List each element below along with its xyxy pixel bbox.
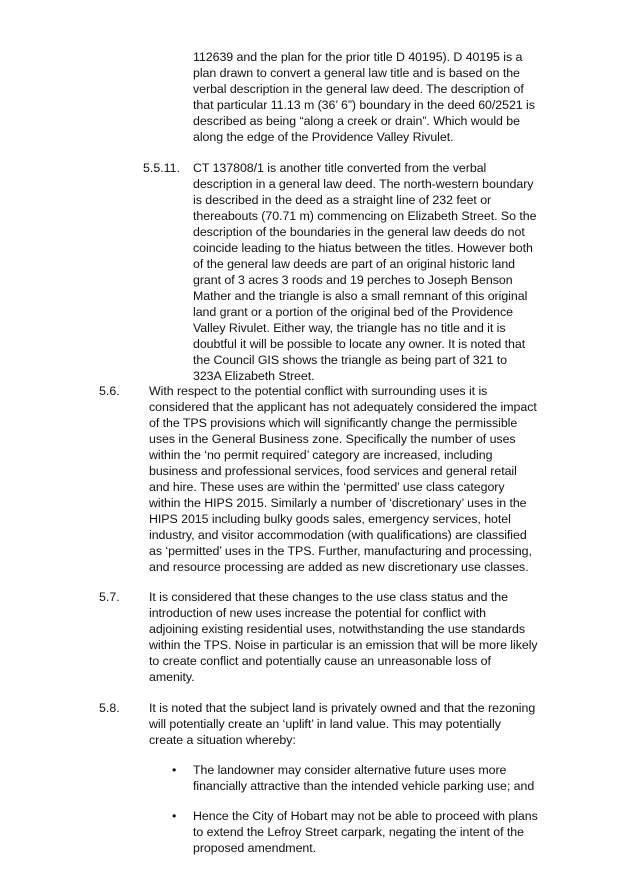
- text-line: to create conflict and potentially cause an unreasonable loss of: [149, 654, 491, 668]
- text-line: create a situation whereby:: [149, 733, 296, 747]
- text-line: business and professional services, food services and general retail: [149, 464, 517, 478]
- text-line: description of the boundaries in the general law deeds do not: [193, 225, 525, 239]
- text-line: financially attractive than the intended vehicle parking use; and: [193, 779, 535, 793]
- text-line: 112639 and the plan for the prior title D 40195). D 40195 is a: [193, 50, 523, 64]
- text-line: introduction of new uses increase the potential for conflict with: [149, 606, 486, 620]
- text-line: along the edge of the Providence Valley Rivulet.: [193, 130, 454, 144]
- paragraph-number: 5.8.: [99, 701, 120, 715]
- text-line: as ‘permitted’ uses in the TPS. Further, manufacturing and processing,: [149, 544, 532, 558]
- text-line: 323A Elizabeth Street.: [193, 369, 315, 383]
- text-line: the Council GIS shows the triangle as being part of 321 to: [193, 353, 507, 367]
- text-line: uses in the General Business zone. Specifically the number of uses: [149, 432, 516, 446]
- text-line: With respect to the potential conflict with surrounding uses it is: [149, 384, 488, 398]
- text-line: will potentially create an ‘uplift’ in land value. This may potentially: [149, 717, 501, 731]
- text-line: land grant or a portion of the original bed of the Providence: [193, 305, 514, 319]
- text-line: Hence the City of Hobart may not be able to proceed with plans: [193, 809, 538, 823]
- paragraph-number: 5.6.: [99, 384, 120, 398]
- text-line: amenity.: [149, 670, 195, 684]
- bullet-icon: •: [172, 809, 177, 823]
- text-line: described as being “along a creek or drain”. Which would be: [193, 114, 520, 128]
- text-line: within the HIPS 2015. Similarly a number of ‘discretionary’ uses in the: [149, 496, 527, 510]
- text-line: Mather and the triangle is also a small remnant of this original: [193, 289, 528, 303]
- text-line: proposed amendment.: [193, 841, 317, 855]
- text-line: HIPS 2015 including bulky goods sales, emergency services, hotel: [149, 512, 511, 526]
- text-line: within the TPS. Noise in particular is an emission that will be more likely: [149, 638, 538, 652]
- text-line: verbal description in the general law deed. The description of: [193, 82, 524, 96]
- text-line: and resource processing are added as new discretionary use classes.: [149, 560, 529, 574]
- text-line: of the general law deeds are part of an original historic land: [193, 257, 516, 271]
- text-line: CT 137808/1 is another title converted from the verbal: [193, 161, 487, 175]
- text-line: and hire. These uses are within the ‘permitted’ use class category: [149, 480, 505, 494]
- text-line: Valley Rivulet. Either way, the triangle has no title and it is: [193, 321, 506, 335]
- paragraph-number: 5.7.: [99, 590, 120, 604]
- text-line: It is considered that these changes to the use class status and the: [149, 590, 508, 604]
- text-line: is described in the deed as a straight line of 232 feet or: [193, 193, 492, 207]
- bullet-icon: •: [172, 763, 177, 777]
- paragraph-number: 5.5.11.: [143, 161, 180, 175]
- text-line: grant of 3 acres 3 roods and 19 perches to Joseph Benson: [193, 273, 513, 287]
- text-line: adjoining existing residential uses, notwithstanding the use standards: [149, 622, 526, 636]
- text-line: thereabouts (70.71 m) commencing on Elizabeth Street. So the: [193, 209, 537, 223]
- text-line: of the TPS provisions which will significantly change the permissible: [149, 416, 518, 430]
- text-line: to extend the Lefroy Street carpark, negating the intent of the: [193, 825, 524, 839]
- text-line: industry, and visitor accommodation (with qualifications) are classified: [149, 528, 527, 542]
- text-line: plan drawn to convert a general law title and is based on the: [193, 66, 520, 80]
- text-line: It is noted that the subject land is privately owned and that the rezoning: [149, 701, 536, 715]
- text-line: The landowner may consider alternative future uses more: [193, 763, 507, 777]
- text-line: coincide leading to the hiatus between the titles. However both: [193, 241, 533, 255]
- text-line: considered that the applicant has not adequately considered the impact: [149, 400, 537, 414]
- text-line: doubtful it will be possible to locate any owner. It is noted that: [193, 337, 526, 351]
- text-line: description in a general law deed. The north-western boundary: [193, 177, 534, 191]
- text-line: within the ‘no permit required’ category are increased, including: [149, 448, 493, 462]
- text-line: that particular 11.13 m (36’ 6”) boundary in the deed 60/2521 is: [193, 98, 535, 112]
